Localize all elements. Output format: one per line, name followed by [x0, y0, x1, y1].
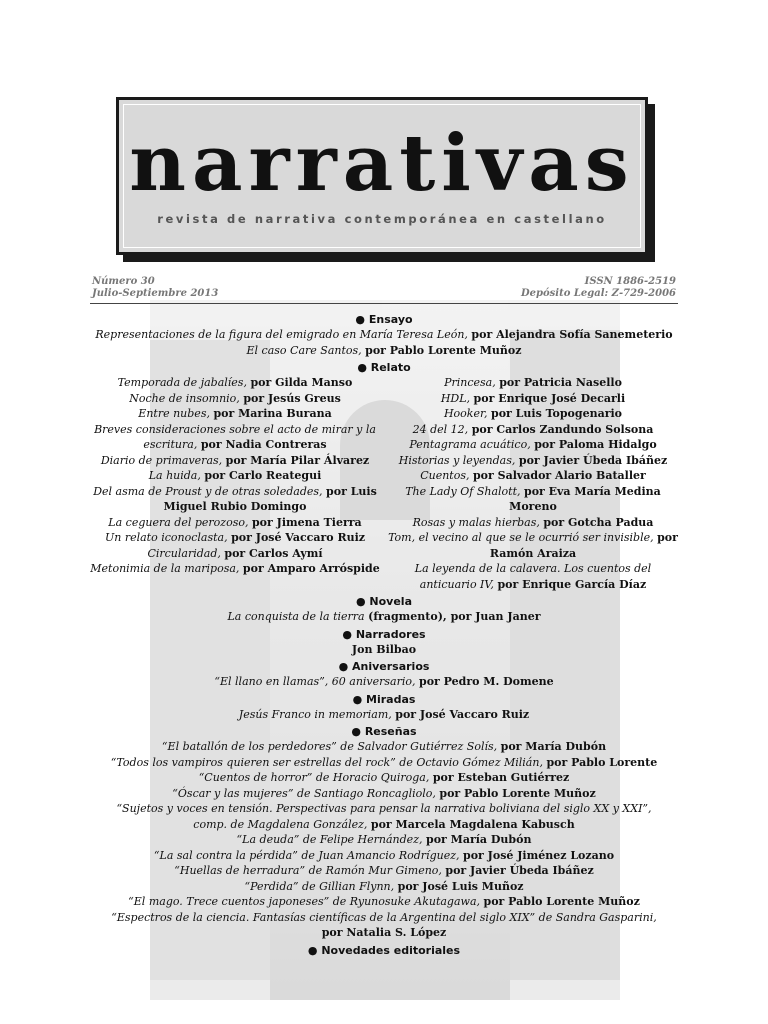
masthead — [116, 97, 648, 255]
toc-entry: Del asma de Proust y de otras soledades, por Luis Miguel Rubio Domingo — [93, 484, 377, 513]
toc-entry: “La deuda” de Felipe Hernández, por María Dubón — [236, 833, 532, 846]
toc-entry: La leyenda de la calavera. Los cuentos del anticuario IV, por Enrique García Díaz — [414, 562, 652, 591]
magazine-subtitle: revista de narrativa contemporánea en castellano — [157, 212, 607, 226]
toc-entry: “Huellas de herradura” de Ramón Mur Gimeno, por Javier Úbeda Ibáñez — [174, 864, 594, 877]
toc-entry: Un relato iconoclasta, por José Vaccaro Ruiz — [104, 531, 366, 544]
relato-columns — [90, 375, 678, 592]
toc-entry: The Lady Of Shalott, por Eva María Medina Moreno — [405, 484, 661, 513]
toc-entry: Breves consideraciones sobre el acto de mirar y la escritura, por Nadia Contreras — [94, 422, 376, 451]
toc-entry: El caso Care Santos, por Pablo Lorente Muñoz — [246, 343, 522, 357]
toc-entry: Tom, el vecino al que se le ocurrió ser invisible, por Ramón Araiza — [388, 531, 678, 560]
section-heading-resenas: ● Reseñas — [351, 725, 417, 738]
toc-entry: Jesús Franco in memoriam, por José Vaccaro Ruiz — [238, 707, 530, 721]
toc-entry: La ceguera del perozoso, por Jimena Tierra — [108, 515, 362, 529]
toc-entry: La huida, por Carlo Reategui — [148, 469, 322, 482]
table-of-contents — [90, 310, 678, 958]
toc-entry: Representaciones de la figura del emigrado en María Teresa León, por Alejandra Sofía Sanemeterio — [95, 328, 673, 341]
toc-entry: Historias y leyendas, por Javier Úbeda Ibáñez — [398, 453, 668, 467]
toc-entry: Jon Bilbao — [351, 642, 417, 656]
toc-entry: “Cuentos de horror” de Horacio Quiroga, por Esteban Gutiérrez — [198, 771, 570, 784]
toc-entry: “El mago. Trece cuentos japoneses” de Ryunosuke Akutagawa, por Pablo Lorente Muñoz — [128, 895, 640, 908]
toc-entry: comp. de Magdalena González, por Marcela Magdalena Kabusch — [193, 817, 575, 831]
relato-right-column — [388, 375, 678, 592]
toc-entry: Circularidad, por Carlos Aymí — [147, 546, 323, 560]
toc-entry: “Perdida” de Gillian Flynn, por José Luis Muñoz — [244, 879, 524, 893]
toc-entry: Princesa, por Patricia Nasello — [444, 376, 622, 389]
toc-entry: La conquista de la tierra (fragmento), por Juan Janer — [227, 610, 541, 623]
issue-number: Número 30 — [92, 276, 155, 287]
toc-entry: Rosas y malas hierbas, por Gotcha Padua — [412, 515, 654, 529]
toc-entry: Cuentos, por Salvador Alario Bataller — [420, 469, 646, 482]
issue-period: Julio-Septiembre 2013 — [92, 288, 219, 299]
toc-entry: “Espectros de la ciencia. Fantasías científicas de la Argentina del siglo XIX” de Sandra Gasparini, — [111, 910, 657, 924]
toc-entry: “Sujetos y voces en tensión. Perspectivas para pensar la narrativa boliviana del siglo XX y XXI”, — [116, 802, 652, 815]
section-heading-novedades: ● Novedades editoriales — [307, 943, 461, 957]
toc-entry: “Todos los vampiros quieren ser estrellas del rock” de Octavio Gómez Milián, por Pablo Lorente — [110, 755, 658, 769]
divider-rule — [90, 303, 678, 304]
toc-entry: Pentagrama acuático, por Paloma Hidalgo — [409, 438, 657, 451]
issue-info — [92, 276, 218, 300]
section-heading-novela: ● Novela — [355, 595, 412, 608]
relato-left-column — [90, 375, 380, 592]
section-heading-narradores: ● Narradores — [342, 627, 426, 641]
legal-deposit: Depósito Legal: Z-729-2006 — [520, 288, 676, 299]
toc-entry: 24 del 12, por Carlos Zandundo Solsona — [412, 422, 654, 436]
issn: ISSN 1886-2519 — [584, 276, 676, 287]
toc-entry: Hooker, por Luis Topogenario — [443, 407, 623, 420]
magazine-title: narrativas — [129, 118, 635, 209]
section-heading-miradas: ● Miradas — [352, 692, 416, 706]
section-heading-aniversarios: ● Aniversarios — [338, 660, 430, 673]
toc-entry: “El llano en llamas”, 60 aniversario, por Pedro M. Domene — [214, 675, 554, 688]
publication-info — [521, 276, 676, 300]
section-heading-relato: ● Relato — [357, 361, 411, 374]
toc-entry: Entre nubes, por Marina Burana — [138, 407, 332, 420]
section-heading-ensayo: ● Ensayo — [355, 313, 413, 326]
toc-entry: Metonimia de la mariposa, por Amparo Arróspide — [90, 562, 380, 575]
toc-entry: Temporada de jabalíes, por Gilda Manso — [117, 376, 353, 389]
toc-entry: Noche de insomnio, por Jesús Greus — [129, 391, 341, 405]
toc-entry: “El batallón de los perdedores” de Salvador Gutiérrez Solís, por María Dubón — [161, 740, 607, 753]
toc-entry: “Óscar y las mujeres” de Santiago Roncagliolo, por Pablo Lorente Muñoz — [172, 786, 596, 800]
toc-entry: “La sal contra la pérdida” de Juan Amancio Rodríguez, por José Jiménez Lozano — [153, 848, 615, 862]
toc-entry: por Natalia S. López — [321, 926, 447, 939]
toc-entry: Diario de primaveras, por María Pilar Álvarez — [100, 453, 370, 467]
toc-entry: HDL, por Enrique José Decarli — [440, 391, 626, 405]
